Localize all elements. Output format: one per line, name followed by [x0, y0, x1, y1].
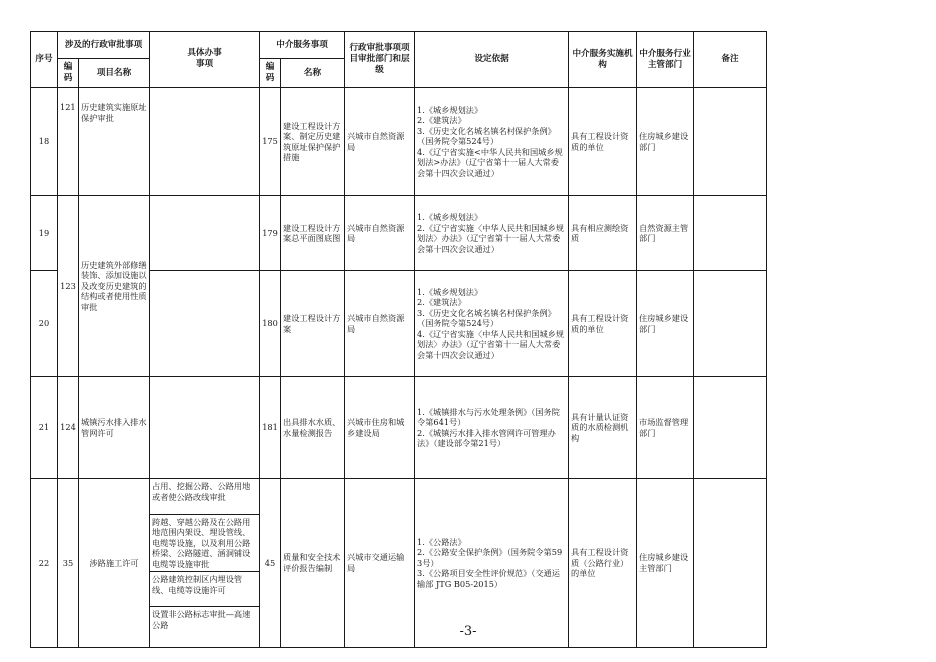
- header-intermediary-name: 名称: [281, 59, 345, 88]
- basis-line: 1.《城乡规划法》: [417, 286, 483, 297]
- header-dept-level: 行政审批事项项目审批部门和层级: [345, 32, 415, 88]
- approval-name: 涉路施工许可: [79, 479, 150, 648]
- intermediary-code: 181: [260, 377, 281, 479]
- dept-level: 兴城市自然资源局: [345, 271, 415, 377]
- approval-code: 123: [58, 196, 79, 377]
- approval-code: 35: [58, 479, 79, 648]
- specific-matter-item: 占用、挖掘公路、公路用地或者使公路改线审批: [150, 479, 259, 514]
- basis-line: 1.《城乡规划法》: [417, 212, 483, 222]
- basis-line: 3.《公路项目安全性评价规范》（交通运输部 JTG B05-2015）: [417, 568, 560, 589]
- header-approval-code: 编码: [58, 59, 79, 88]
- table-row: [31, 88, 767, 196]
- header-specific-matter: 具体办事事项: [150, 32, 260, 88]
- approval-table: [30, 31, 767, 648]
- intermediary-name: 建设工程设计方案: [281, 271, 345, 377]
- row-seq: 21: [31, 377, 58, 479]
- specific-matter-item: 跨越、穿越公路及在公路用地范围内架设、埋设管线、电缆等设施，以及利用公路桥梁、公路隧道、涵洞铺设电缆等设施审批: [150, 514, 259, 572]
- approval-code: 121: [58, 88, 79, 196]
- basis-cell: [415, 271, 569, 377]
- intermediary-name: 出具排水水质、水量检测报告: [281, 377, 345, 479]
- remark: [694, 88, 767, 196]
- header-intermediary-code: 编码: [260, 59, 281, 88]
- agency: 具有工程设计资质的单位: [569, 271, 637, 377]
- header-approval-name: 项目名称: [79, 59, 150, 88]
- supervisor: 自然资源主管部门: [637, 196, 694, 271]
- specific-matter: [150, 271, 260, 377]
- specific-matter: [150, 88, 260, 196]
- table-row: [31, 377, 767, 479]
- basis-line: 2.《建筑法》: [417, 297, 466, 308]
- remark: [694, 196, 767, 271]
- basis-cell: [415, 196, 569, 271]
- header-agency: 中介服务实施机构: [569, 32, 637, 88]
- agency: 具有相应测绘资质: [569, 196, 637, 271]
- row-seq: 19: [31, 196, 58, 271]
- dept-level: 兴城市自然资源局: [345, 88, 415, 196]
- basis-line: 4.《辽宁省实施<中华人民共和国城乡规划法>办法》（辽宁省第十一届人大常委会第十四次会议通过）: [417, 146, 563, 178]
- specific-matter-item: 公路建筑控制区内埋设管线、电缆等设施许可: [150, 572, 259, 607]
- remark: [694, 271, 767, 377]
- basis-line: 3.《历史文化名城名镇名村保护条例》（国务院令第524号）: [417, 125, 556, 147]
- intermediary-code: 175: [260, 88, 281, 196]
- intermediary-code: 45: [260, 479, 281, 648]
- dept-level: 兴城市自然资源局: [345, 196, 415, 271]
- specific-matter: [150, 377, 260, 479]
- supervisor: 住房城乡建设部门: [637, 88, 694, 196]
- agency: 具有工程设计资质的单位: [569, 88, 637, 196]
- header-remark: 备注: [694, 32, 767, 88]
- intermediary-name: 建设工程设计方案、制定历史建筑原址保护保护措施: [281, 88, 345, 196]
- header-basis: 设定依据: [415, 32, 569, 88]
- basis-line: 2.《建筑法》: [417, 115, 466, 126]
- basis-cell: [415, 377, 569, 479]
- header-seq: 序号: [31, 32, 58, 88]
- basis-line: 1.《公路法》: [417, 536, 466, 547]
- basis-line: 1.《城镇排水与污水处理条例》（国务院令第641号）: [417, 406, 560, 427]
- table-row: [31, 196, 767, 271]
- specific-matter: [150, 196, 260, 271]
- supervisor: 住房城乡建设主管部门: [637, 479, 694, 648]
- basis-line: 2.《城镇污水排入排水管网许可管理办法》（建设部令第21号）: [417, 427, 556, 448]
- intermediary-name: 建设工程设计方案总平面图底图: [281, 196, 345, 271]
- dept-level: 兴城市住房和城乡建设局: [345, 377, 415, 479]
- basis-cell: [415, 479, 569, 648]
- dept-level: 兴城市交通运输局: [345, 479, 415, 648]
- header-row-1: [31, 32, 767, 59]
- supervisor: 住房城乡建设部门: [637, 271, 694, 377]
- basis-line: 2.《辽宁省实施〈中华人民共和国城乡规划法〉办法》（辽宁省第十一届人大常委会第十四次会议通过）: [417, 222, 565, 254]
- intermediary-code: 179: [260, 196, 281, 271]
- table-row: [31, 479, 767, 648]
- agency: 具有计量认证资质的水质检测机构: [569, 377, 637, 479]
- intermediary-code: 180: [260, 271, 281, 377]
- specific-matter-item: 设置非公路标志审批—高速公路: [152, 609, 251, 630]
- page-number: -3-: [459, 624, 477, 639]
- approval-name: 历史建筑实施原址保护审批: [79, 88, 150, 196]
- approval-name: 历史建筑外部修缮装饰、添加设施以及改变历史建筑的结构或者使用性质审批: [79, 196, 150, 377]
- agency: 具有工程设计资质（公路行业）的单位: [569, 479, 637, 648]
- approval-name: 城镇污水排入排水管网许可: [79, 377, 150, 479]
- basis-line: 1.《城乡规划法》: [417, 104, 483, 115]
- row-seq: 20: [31, 271, 58, 377]
- basis-line: 3.《历史文化名城名镇名村保护条例》（国务院令第524号）: [417, 307, 556, 329]
- remark: [694, 377, 767, 479]
- header-supervisor: 中介服务行业主管部门: [637, 32, 694, 88]
- intermediary-name: 质量和安全技术评价报告编制: [281, 479, 345, 648]
- basis-line: 2.《公路安全保护条例》（国务院令第593号）: [417, 547, 563, 568]
- header-intermediary-group: 中介服务事项: [260, 32, 345, 59]
- specific-matter-subtable: [150, 479, 259, 647]
- supervisor: 市场监督管理部门: [637, 377, 694, 479]
- basis-cell: [415, 88, 569, 196]
- row-seq: 18: [31, 88, 58, 196]
- header-approval-group: 涉及的行政审批事项: [58, 32, 150, 59]
- row-seq: 22: [31, 479, 58, 648]
- specific-matter-list: [150, 479, 260, 648]
- basis-line: 4.《辽宁省实施〈中华人民共和国城乡规划法〉办法》（辽宁省第十一届人大常委会第十四次会议通过）: [417, 328, 565, 360]
- approval-code: 124: [58, 377, 79, 479]
- remark: [694, 479, 767, 648]
